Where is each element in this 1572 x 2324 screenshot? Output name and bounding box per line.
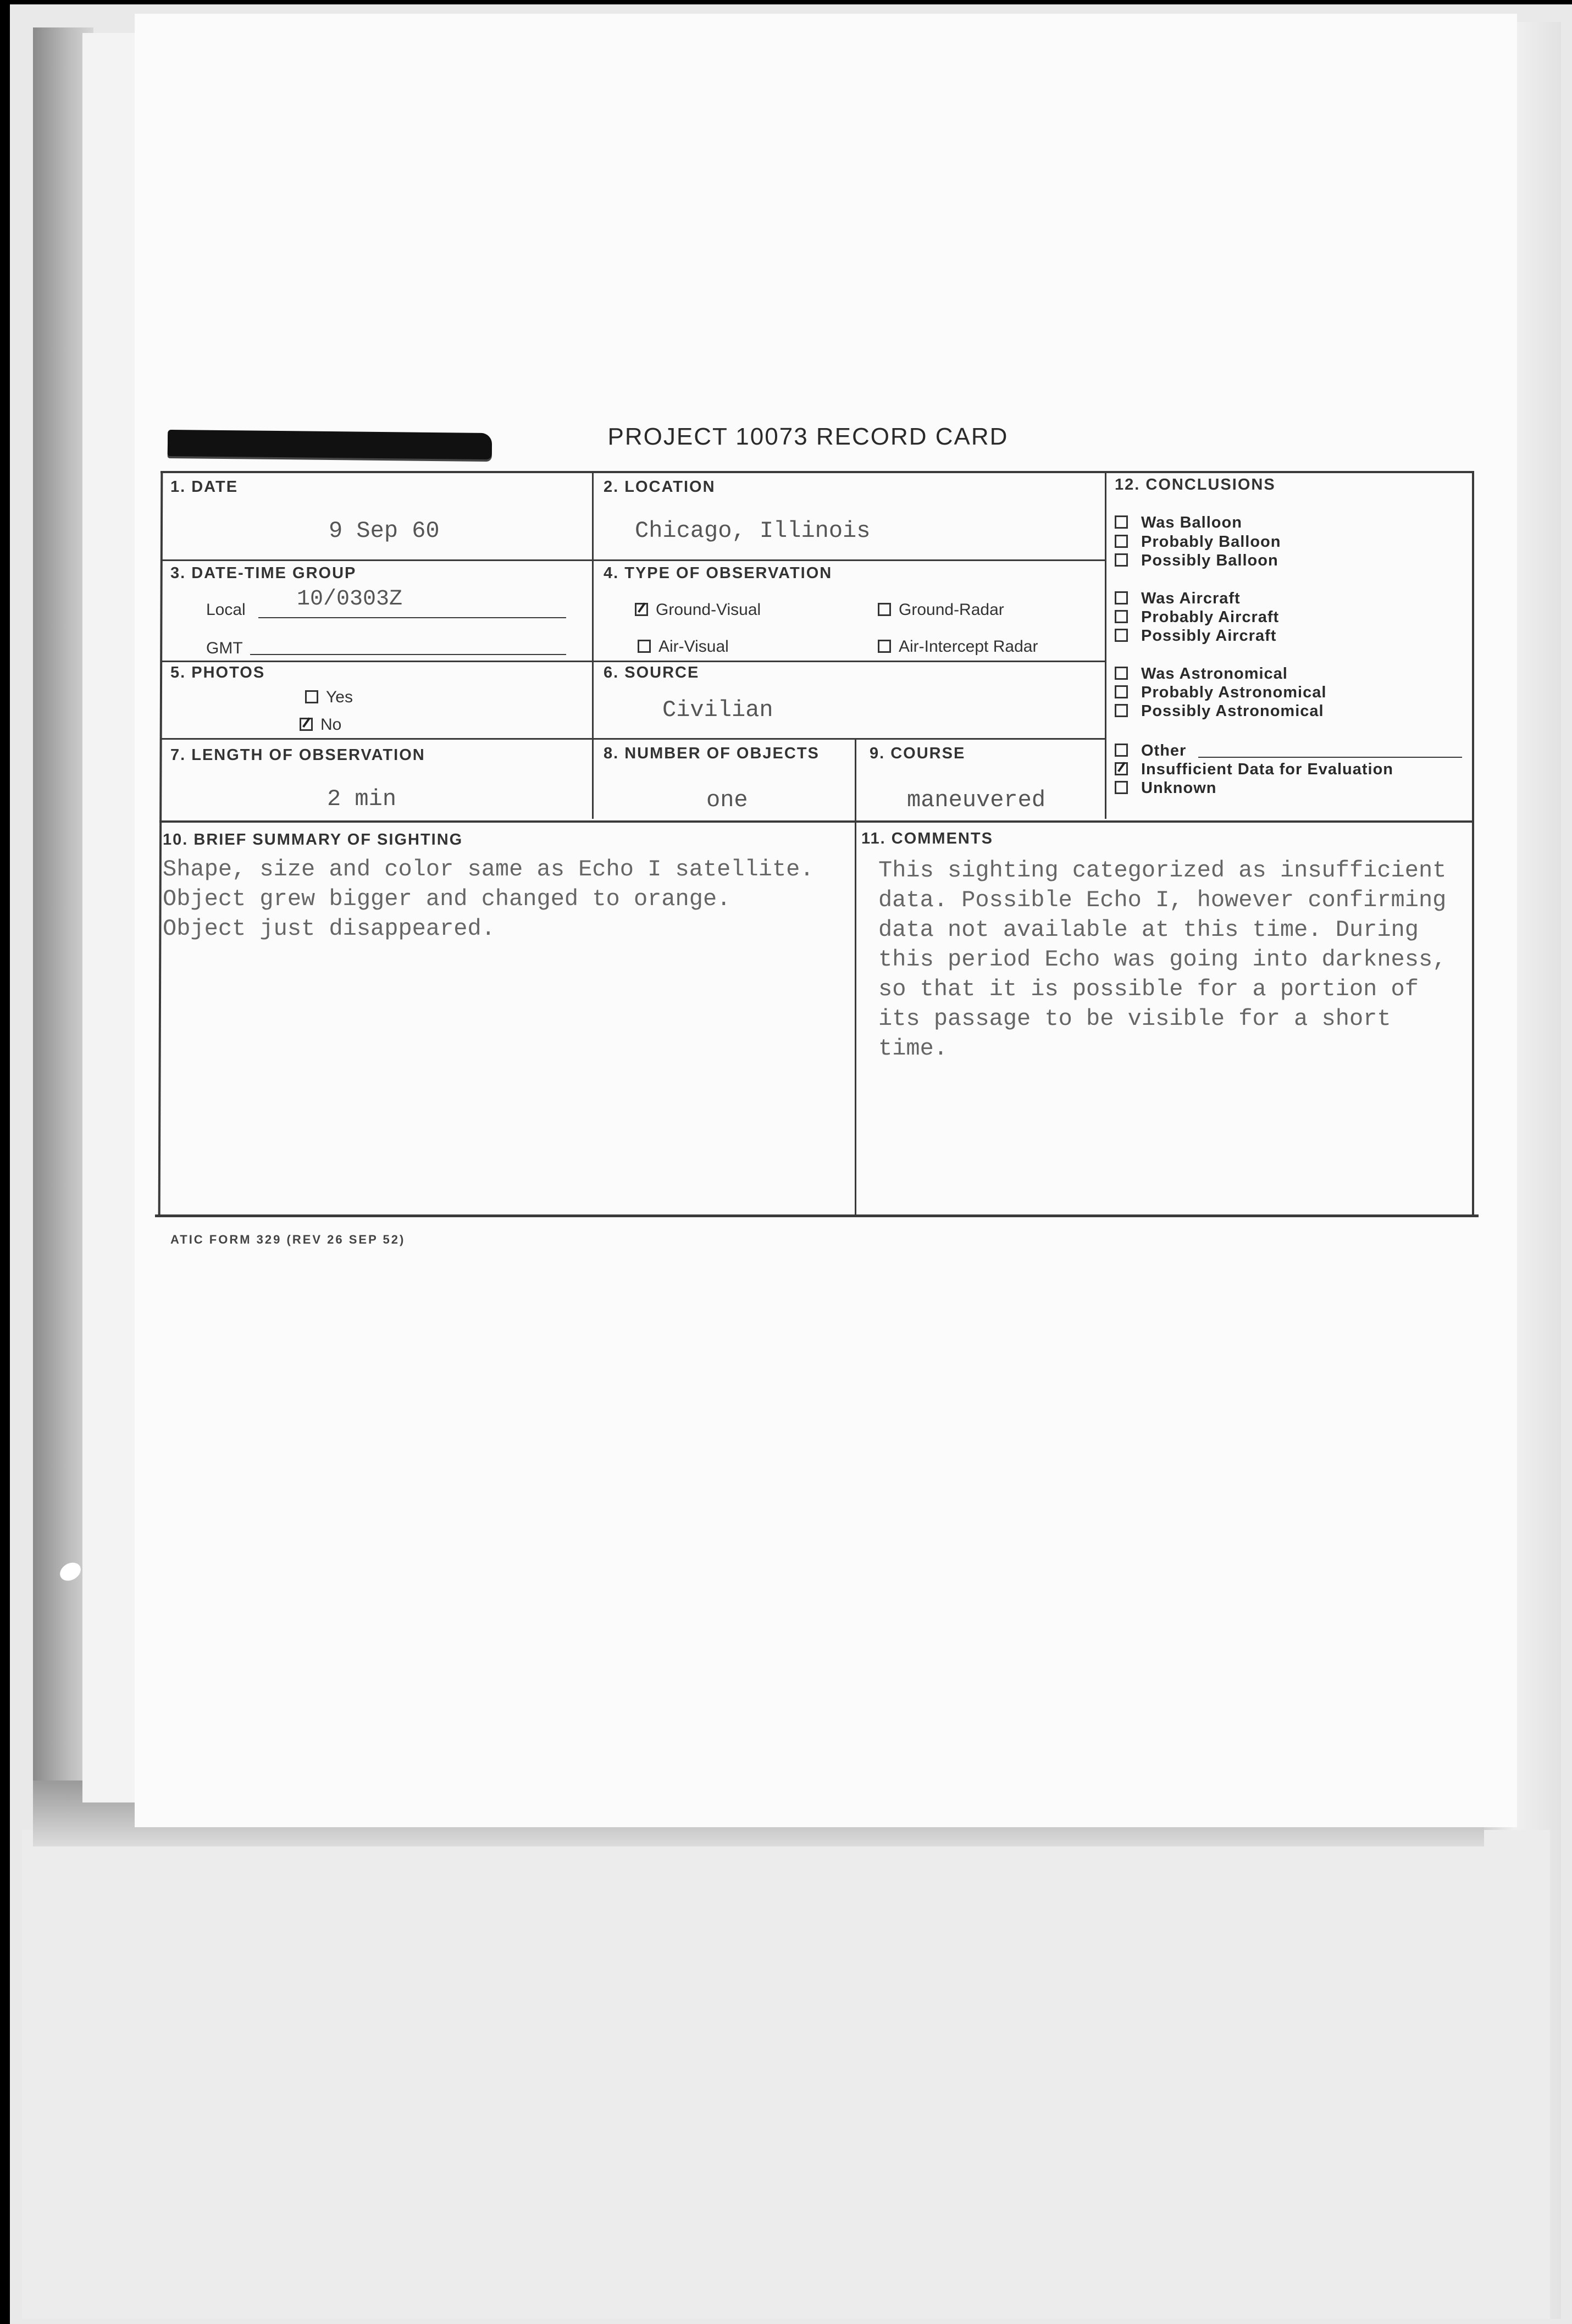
- local-underline: [258, 617, 566, 618]
- summary-label: 10. BRIEF SUMMARY OF SIGHTING: [163, 831, 463, 848]
- course-label: 9. COURSE: [870, 745, 966, 762]
- row-line-4: [159, 820, 1474, 823]
- divider-comments: [855, 822, 856, 1216]
- redaction-mark: [168, 430, 492, 459]
- summary-line: Object just disappeared.: [163, 916, 495, 942]
- date-time-group-label: 3. DATE-TIME GROUP: [170, 564, 357, 582]
- checkbox-photos-yes[interactable]: [305, 690, 318, 703]
- conclusion-other[interactable]: Other: [1115, 742, 1186, 760]
- divider-conclusions: [1105, 471, 1106, 819]
- source-label: 6. SOURCE: [604, 664, 700, 681]
- form-border-top: [160, 471, 1474, 473]
- comments-label: 11. COMMENTS: [861, 830, 993, 847]
- comments-line: data. Possible Echo I, however confirming: [878, 887, 1447, 913]
- paper-margin: [82, 33, 137, 1802]
- film-lower-area: [22, 1830, 1550, 2319]
- gmt-label: GMT: [206, 639, 243, 657]
- checkbox-possibly-balloon[interactable]: [1115, 553, 1128, 567]
- photos-option-yes[interactable]: Yes: [305, 688, 353, 707]
- checkbox-was-astronomical[interactable]: [1115, 667, 1128, 680]
- location-value: Chicago, Illinois: [635, 518, 871, 544]
- checkbox-air-visual[interactable]: [638, 640, 651, 653]
- photos-option-no[interactable]: No: [300, 715, 341, 734]
- course-value: maneuvered: [907, 787, 1046, 813]
- length-of-observation-value: 2 min: [327, 786, 397, 812]
- checkbox-ground-visual[interactable]: [635, 603, 648, 616]
- photos-label: 5. PHOTOS: [170, 664, 265, 681]
- source-value: Civilian: [662, 697, 773, 723]
- conclusions-label: 12. CONCLUSIONS: [1115, 476, 1276, 493]
- form-number: ATIC FORM 329 (REV 26 SEP 52): [170, 1233, 406, 1246]
- checkbox-was-balloon[interactable]: [1115, 515, 1128, 529]
- row-line-3: [160, 738, 1106, 740]
- form-border-bottom: [155, 1214, 1479, 1217]
- length-of-observation-label: 7. LENGTH OF OBSERVATION: [170, 746, 425, 764]
- comments-line: so that it is possible for a portion of: [878, 976, 1419, 1002]
- divider-course: [855, 739, 856, 820]
- gmt-underline: [250, 654, 566, 655]
- summary-line: Object grew bigger and changed to orange.: [163, 886, 731, 912]
- checkbox-possibly-aircraft[interactable]: [1115, 629, 1128, 642]
- date-value: 9 Sep 60: [329, 518, 440, 544]
- comments-line: time.: [878, 1035, 948, 1062]
- checkbox-ground-radar[interactable]: [878, 603, 891, 616]
- observation-option-ground-radar[interactable]: Ground-Radar: [878, 601, 1004, 619]
- card-title: PROJECT 10073 RECORD CARD: [607, 423, 1009, 450]
- divider-col2: [592, 471, 594, 819]
- comments-line: This sighting categorized as insufficient: [878, 857, 1447, 884]
- checkbox-probably-aircraft[interactable]: [1115, 610, 1128, 623]
- conclusion-was-astronomical[interactable]: Was Astronomical: [1115, 665, 1288, 683]
- comments-line: data not available at this time. During: [878, 917, 1419, 943]
- conclusion-unknown[interactable]: Unknown: [1115, 779, 1217, 797]
- conclusion-was-balloon[interactable]: Was Balloon: [1115, 514, 1242, 532]
- number-of-objects-value: one: [706, 787, 748, 813]
- comments-line: this period Echo was going into darkness,: [878, 946, 1447, 973]
- conclusion-was-aircraft[interactable]: Was Aircraft: [1115, 590, 1241, 608]
- checkbox-photos-no[interactable]: [300, 718, 313, 731]
- conclusion-possibly-astronomical[interactable]: Possibly Astronomical: [1115, 702, 1324, 720]
- checkbox-probably-astronomical[interactable]: [1115, 685, 1128, 698]
- observation-option-ground-visual[interactable]: Ground-Visual: [635, 601, 761, 619]
- local-value: 10/0303Z: [297, 587, 403, 612]
- conclusion-probably-aircraft[interactable]: Probably Aircraft: [1115, 608, 1279, 626]
- number-of-objects-label: 8. NUMBER OF OBJECTS: [604, 745, 820, 762]
- type-of-observation-label: 4. TYPE OF OBSERVATION: [604, 564, 833, 582]
- observation-option-air-visual[interactable]: Air-Visual: [638, 637, 729, 656]
- observation-option-air-intercept-radar[interactable]: Air-Intercept Radar: [878, 637, 1038, 656]
- comments-line: its passage to be visible for a short: [878, 1006, 1391, 1032]
- form-border-right: [1472, 471, 1474, 1217]
- location-label: 2. LOCATION: [604, 478, 716, 496]
- conclusion-possibly-aircraft[interactable]: Possibly Aircraft: [1115, 627, 1276, 645]
- checkbox-possibly-astronomical[interactable]: [1115, 704, 1128, 717]
- checkbox-insufficient-data[interactable]: [1115, 762, 1128, 775]
- checkbox-air-intercept-radar[interactable]: [878, 640, 891, 653]
- row-line-2: [160, 661, 1106, 662]
- summary-line: Shape, size and color same as Echo I satellite.: [163, 856, 814, 883]
- checkbox-probably-balloon[interactable]: [1115, 535, 1128, 548]
- conclusion-insufficient-data[interactable]: Insufficient Data for Evaluation: [1115, 761, 1393, 779]
- date-label: 1. DATE: [170, 478, 239, 496]
- local-label: Local: [206, 601, 246, 619]
- conclusion-probably-astronomical[interactable]: Probably Astronomical: [1115, 684, 1326, 702]
- conclusion-possibly-balloon[interactable]: Possibly Balloon: [1115, 552, 1278, 570]
- checkbox-unknown[interactable]: [1115, 781, 1128, 794]
- conclusion-probably-balloon[interactable]: Probably Balloon: [1115, 533, 1281, 551]
- row-line-1: [160, 559, 1106, 561]
- checkbox-other[interactable]: [1115, 744, 1128, 757]
- checkbox-was-aircraft[interactable]: [1115, 591, 1128, 604]
- other-underline: [1198, 757, 1462, 758]
